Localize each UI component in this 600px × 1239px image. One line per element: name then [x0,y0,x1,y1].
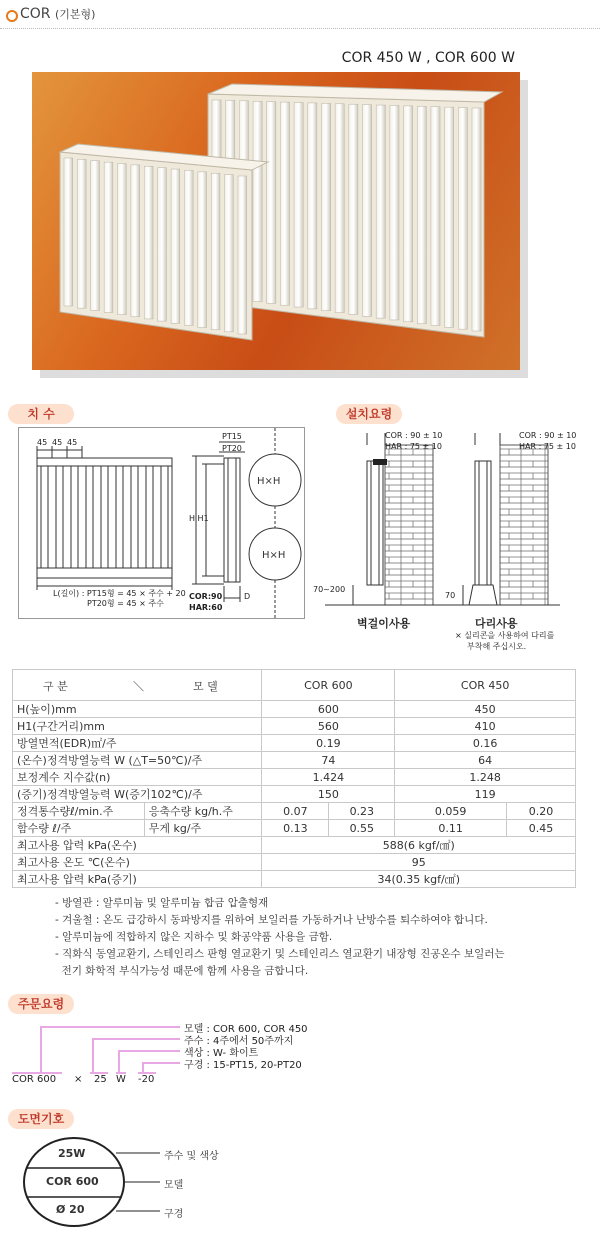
order-code-size: -20 [138,1074,155,1085]
leg-cor-spec: COR : 90 ± 10 [519,431,577,440]
diagram-fin [146,466,153,568]
section-dimensions: 치 수 [8,404,74,424]
note-item: 전기 화학적 부식가능성 때문에 함께 사용을 금합니다. [55,965,309,977]
table-row: H(높이)mm 600 450 [13,701,576,718]
table-row: 정격통수량ℓ/min.주 응축수량 kg/h.주 0.07 0.23 0.059 0.20 [13,803,576,820]
radiator-fin [390,105,399,319]
radiator-fin [131,165,140,317]
radiator-fin [321,103,330,310]
table-row: H1(구간거리)mm 560 410 [13,718,576,735]
header-category: 구 분 [43,680,68,693]
order-count: 주수 : 4주에서 50주까지 [184,1036,294,1047]
photo-caption: COR 450 W , COR 600 W [341,50,515,66]
note-item: - 직화식 동열교환기, 스테인리스 판형 열교환기 및 스테인리스 열교환기 내장형 진공온수 보일러는 [55,948,505,960]
radiator-fin [77,159,86,308]
diagram-fin [56,466,63,568]
radiator-fin [171,169,180,323]
section-symbol: 도면기호 [8,1109,74,1129]
radiator-fin [144,166,153,319]
radiator-fin [184,170,193,325]
radiator-fin [211,173,220,329]
note-item: - 겨울철 : 온도 급강하시 동파방지를 위하여 보일러를 가동하거나 난방수를 퇴수하여야 합니다. [55,914,488,926]
radiator-fin [376,105,385,318]
diagram-fin [116,466,123,568]
cor-depth: COR:90 [189,592,223,601]
order-code-times: × [74,1074,83,1085]
order-bar [40,1026,180,1028]
symbol-label-size: 구경 [164,1209,184,1220]
radiator-fin [198,172,207,328]
order-bar [142,1062,180,1064]
table-row: 방열면적(EDR)㎡/주 0.19 0.16 [13,735,576,752]
svg-text:H×H: H×H [257,476,281,487]
har-depth: HAR:60 [189,603,223,612]
radiator-fin [253,101,262,301]
spacing-1: 45 [37,438,48,447]
leg-note-2: 부착해 주십시오. [467,642,527,651]
diagram-fin [41,466,48,568]
svg-text:H×H: H×H [262,550,286,561]
wall-height: 70~200 [313,585,346,594]
symbol-label-count: 주수 및 색상 [164,1151,219,1162]
spec-table [12,669,576,888]
table-row: 함수량 ℓ/주 무게 kg/주 0.13 0.55 0.11 0.45 [13,820,576,837]
order-bar [92,1038,94,1072]
wall-har-spec: HAR : 75 ± 10 [385,442,442,451]
order-bar [118,1050,180,1052]
length-formula-1: L(길이) : PT15형 = 45 × 주수 + 20 [53,589,186,598]
radiator-fin [417,106,426,323]
radiator-fin [363,105,372,317]
order-bar [92,1038,180,1040]
radiator-fin [404,106,413,322]
pt15-label: PT15 [222,432,242,441]
table-row: 보정계수 지수값(n) 1.424 1.248 [13,769,576,786]
order-size: 구경 : 15-PT15, 20-PT20 [184,1060,302,1071]
header-cor600: COR 600 [262,670,395,701]
radiator-photo [32,72,520,370]
radiator-fin [118,164,127,315]
diagram-fin [161,466,168,568]
table-header [13,670,576,701]
radiator-fin [225,175,234,332]
radiator-fin [349,104,358,314]
photo-shadow [40,370,528,378]
header-model: 모 델 [193,680,218,693]
radiator-fin [238,176,247,334]
radiator-fin [472,108,481,331]
header-cor450: COR 450 [395,670,576,701]
table-row: (증기)정격방열능력 W(증기102℃)/주 150 119 [13,786,576,803]
install-diagram [305,425,595,660]
order-bar [118,1050,120,1072]
page-title: COR (기본형) [20,6,96,22]
section-install: 설치요령 [336,404,402,424]
pt20-label: PT20 [222,444,242,453]
diagram-fin [101,466,108,568]
table-row: 최고사용 압력 kPa(온수) 588(6 kgf/㎠) [13,837,576,854]
order-code-model: COR 600 [12,1074,57,1085]
leg-caption: 다리사용 [475,617,518,630]
order-bar [142,1062,144,1072]
wall-caption: 벽걸이사용 [357,617,411,630]
table-row: (온수)정격방열능력 W (△T=50℃)/주 74 64 [13,752,576,769]
radiator-fin [431,107,440,326]
radiator-fin [267,102,276,304]
order-code-color: W [116,1074,126,1085]
radiator-fin [294,103,303,308]
radiator-fin [91,161,100,311]
note-item: - 알루미늄에 적합하지 않은 지하수 및 화공약품 사용을 금함. [55,931,333,943]
radiator-fin [335,104,344,313]
notes-list [55,895,505,980]
table-row: 최고사용 온도 ℃(온수) 95 [13,854,576,871]
radiator-fin [64,158,73,306]
order-model: 모델 : COR 600, COR 450 [184,1024,308,1035]
spacing-2: 45 [52,438,63,447]
spec-table-wrap [12,669,576,888]
depth-label: D [244,592,251,601]
radiator-fin [458,108,467,330]
height-labels: H H1 [189,514,209,523]
header-divider [0,28,600,29]
table-row: 최고사용 압력 kPa(증기) 34(0.35 kgf/㎠) [13,871,576,888]
leg-note-1: × 실리콘을 사용하여 다리를 [455,631,555,640]
wall-cor-spec: COR : 90 ± 10 [385,431,443,440]
diagram-fin [86,466,93,568]
dimension-diagram [18,427,305,619]
radiator-illustration [32,72,520,370]
radiator-fin [308,103,317,309]
radiator-fin [280,102,289,305]
spacing-3: 45 [67,438,78,447]
radiator-fin [445,107,454,327]
radiator-fin [104,162,113,312]
diagram-fin [71,466,78,568]
symbol-mid: COR 600 [46,1175,99,1188]
symbol-label-model: 모델 [164,1180,184,1191]
photo-shadow [520,80,528,378]
length-formula-2: PT20형 = 45 × 주수 [87,599,164,608]
order-guide [12,1018,332,1088]
symbol-bottom: Ø 20 [56,1203,85,1216]
leg-height: 70 [445,591,456,600]
page-header [0,0,600,30]
order-code-count: 25 [94,1074,107,1085]
bullet-icon [6,10,18,22]
radiator-fin [158,168,167,321]
diagram-fin [131,466,138,568]
symbol-diagram [20,1135,320,1235]
order-color: 색상 : W- 화이트 [184,1048,259,1059]
symbol-top: 25W [58,1147,86,1160]
leg-har-spec: HAR : 75 ± 10 [519,442,576,451]
order-bar [40,1026,42,1072]
section-order: 주문요령 [8,994,74,1014]
header-slash: ＼ [133,680,144,693]
note-item: - 방열관 : 알루미늄 및 알루미늄 합금 압출형재 [55,897,269,909]
